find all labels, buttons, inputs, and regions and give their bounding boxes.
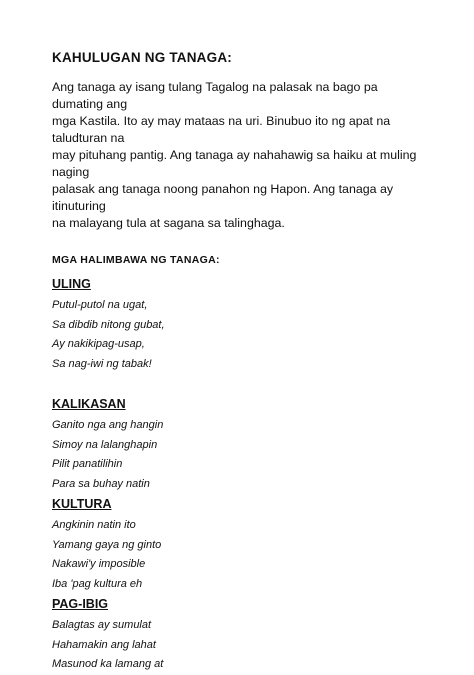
poem-line: Masunod ka lamang at [52, 658, 164, 670]
poem-line: Simoy na lalanghapin [52, 438, 158, 451]
intro-line: Ang tanaga ay isang tulang Tagalog na palasak na bago pa dumating ang [52, 80, 378, 111]
poem-line: Ganito nga ang hangin [52, 419, 164, 431]
examples-heading: MGA HALIMBAWA NG TANAGA: [52, 254, 220, 266]
document-title: KAHULUGAN NG TANAGA: [52, 50, 232, 65]
poem-kalikasan [52, 396, 432, 494]
poem-line: Sa nag-iwi ng tabak! [52, 357, 152, 370]
intro-line: mga Kastila. Ito ay may mataas na uri. Binubuo ito ng apat na taludturan na [52, 114, 391, 145]
intro-line: may pituhang pantig. Ang tanaga ay nahahawig sa haiku at muling naging [52, 148, 417, 179]
poem-line: Para sa buhay natin [52, 477, 150, 490]
poem-title: KULTURA [52, 497, 112, 511]
poem-uling [52, 276, 432, 374]
poem-pag-ibig [52, 596, 432, 675]
poem-line: Ay nakikipag-usap, [52, 338, 145, 350]
poem-title: PAG-IBIG [52, 597, 109, 611]
poem-line: Pilit panatilihin [52, 458, 123, 470]
spacer [52, 374, 432, 396]
poem-title: ULING [52, 277, 91, 291]
poem-line: Putul-putol na ugat, [52, 299, 148, 311]
poem-line: Iba 'pag kultura eh [52, 577, 143, 590]
intro-line: na malayang tula at sagana sa talinghaga. [52, 216, 285, 230]
poem-line: Yamang gaya ng ginto [52, 538, 162, 551]
document-content [52, 50, 432, 675]
poem-kultura [52, 496, 432, 594]
poem-line: Nakawi'y imposible [52, 558, 146, 570]
poem-line: Sa dibdib nitong gubat, [52, 318, 165, 331]
poem-line: Angkinin natin ito [52, 519, 136, 531]
poem-line: Hahamakin ang lahat [52, 638, 156, 651]
intro-line: palasak ang tanaga noong panahon ng Hapon. Ang tanaga ay itinuturing [52, 182, 394, 213]
poem-line: Balagtas ay sumulat [52, 619, 152, 631]
intro-paragraph [52, 79, 432, 232]
poem-title: KALIKASAN [52, 397, 126, 411]
